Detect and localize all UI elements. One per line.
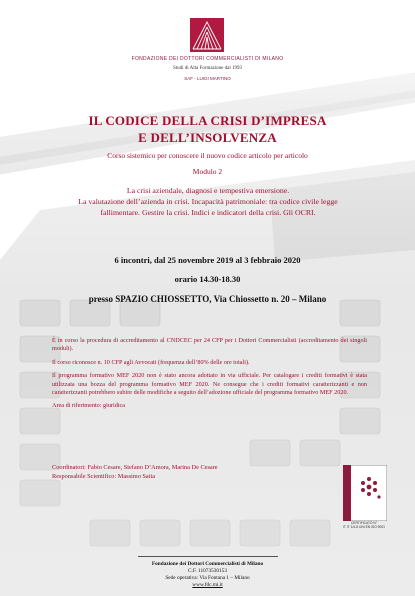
accreditation-paragraph-cndcec: È in corso la procedura di accreditamento al CNDCEC per 24 CFP per i Dottori Commercialisti (accreditamento dei singoli moduli). [52,337,367,353]
topics-line-3: fallimentare. Gestire la crisi. Indici e indicatori della crisi. Gli OCRI. [100,208,316,217]
footer-website-link[interactable]: www.fdc.mi.it [192,582,223,588]
topics-line-2: La valutazione dell’azienda in crisi. Incapacità patrimoniale: tra codice civile legge [78,197,338,206]
course-subtitle: Corso sistemico per conoscere il nuovo codice articolo per articolo [107,151,308,160]
organization-name: FONDAZIONE DEI DOTTORI COMMERCIALISTI DI MILANO [131,56,284,62]
course-title-line-2: E DELL’INSOLVENZA [138,130,277,145]
course-venue: presso SPAZIO CHIOSSETTO, Via Chiossetto n. 20 – Milano [88,294,327,304]
certification-badge-icon [343,465,387,521]
footer-address: Sede operativa: Via Fontana 1 – Milano [165,575,250,581]
coordinators: Coordinatori: Fabio Cesare, Stefano D’Amora, Marina De Cesare [52,464,218,471]
module-topics [22,185,394,218]
course-dates: 6 incontri, dal 25 novembre 2019 al 3 febbraio 2020 [114,255,301,265]
accreditation-paragraph-mef: Il programma formativo MEF 2020 non è stato ancora adottato in via ufficiale. Per catalogare i crediti formativi è stata utilizzata una bozza del programma formativo MEF 2020. Ne consegue che i crediti formativi caratterizzanti e non caratterizzanti potrebbero subire delle modifiche a seguito dell’adozione ufficiale del programma formativo MEF 2020. [52,372,367,397]
module-label: Modulo 2 [192,167,223,176]
scientific-responsible: Responsabile Scientifico: Massimo Saita [52,473,156,480]
course-title-line-1: IL CODICE DELLA CRISI D’IMPRESA [88,113,327,128]
footer-divider [138,556,278,557]
organization-tagline: Studi di Alta Formazione dal 1993 [172,66,243,71]
accreditation-paragraph-lawyers: Il corso riconosce n. 10 CFP agli Avvocati (frequenza dell’80% delle ore totali). [52,358,250,366]
footer-tax-code: C.F. 11073530153 [188,568,227,574]
course-title [0,112,415,146]
footer [0,561,415,589]
reference-area: Area di riferimento: giuridica [52,402,126,410]
topics-line-1: La crisi aziendale, diagnosi e tempestiva emersione. [126,186,290,195]
footer-org: Fondazione dei Dottori Commercialisti di Milano [151,561,264,567]
certification-caption-line-1: CERTIFICATO N° [350,521,378,525]
accreditation-info [52,337,367,416]
organization-badge: SAF - LUIGI MARTINO [184,76,231,81]
course-time: orario 14.30-18.30 [174,274,241,284]
certification-caption-line-2: IT IT 1/4-8 UNI EN ISO 9001 [342,525,386,529]
certification-caption [338,521,390,529]
foundation-logo-icon [190,18,224,52]
course-people [52,463,218,481]
